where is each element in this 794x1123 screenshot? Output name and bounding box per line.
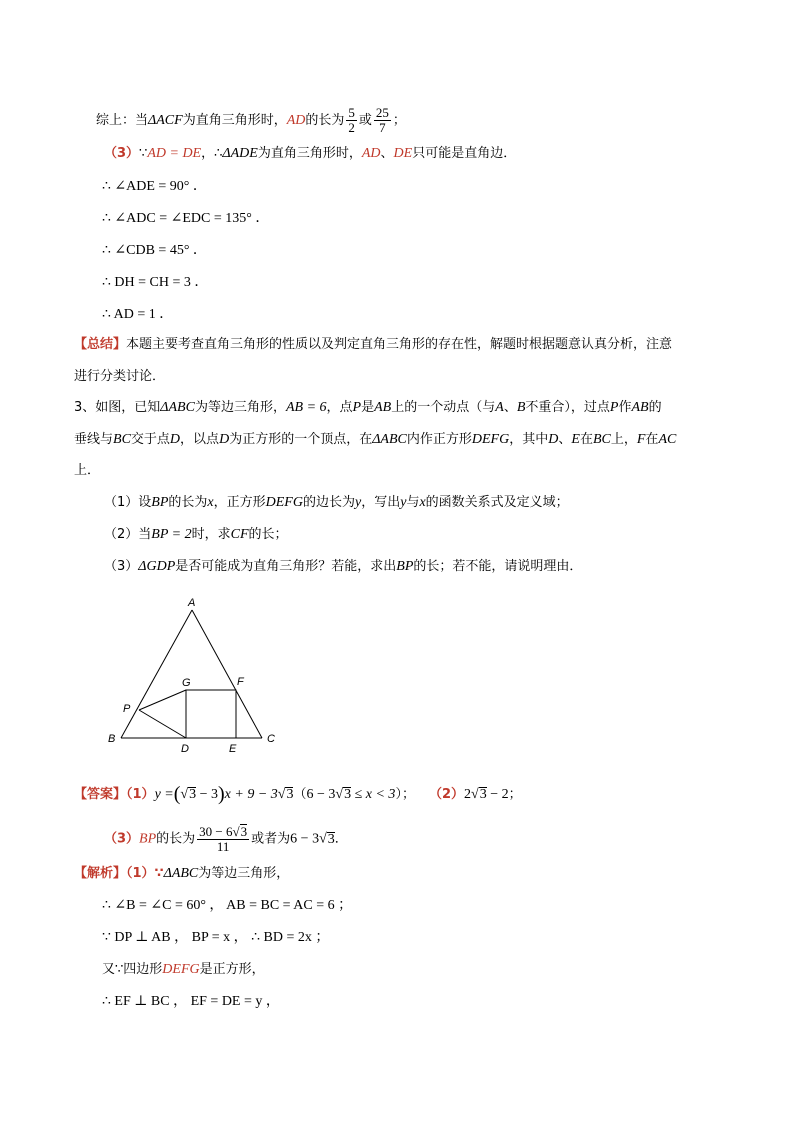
segment-ad: AD [286, 113, 306, 128]
conclusion-line-1: 【总结】本题主要考查直角三角形的性质以及判定直角三角形的存在性，解题时根据题意认真分析，注意 [74, 337, 673, 352]
triangle-ade: ΔADE [222, 146, 258, 161]
answer-line-2: （3）BP的长为 $\frac{30 - 6√3}{11}$ 或者为6 − 3√3． [104, 824, 348, 854]
label-c: C [267, 733, 275, 745]
step-4: ∴ DH = CH = 3 ． [102, 275, 209, 290]
analysis-line-1: 【解析】（1）∵ΔABC为等边三角形， [74, 866, 290, 881]
fraction-answer: $\frac{30 - 6√3}{11}$ [199, 824, 248, 854]
summary-line: 综上：当ΔACF为直角三角形时，AD的长为 $\frac{5}{2}$ 或 $\frac{25}{7}$ ； [96, 105, 406, 135]
conclusion-line-2: 进行分类讨论． [74, 369, 166, 384]
step-5: ∴ AD = 1 ． [102, 307, 174, 322]
problem3-line-1: 3、如图，已知ΔABC为等边三角形，AB = 6，点P是AB上的一个动点（与A、B不重合），过点P作AB的 [74, 400, 662, 415]
analysis-step-3: 又∵四边形DEFG是正方形， [102, 962, 265, 977]
analysis-step-4: ∴ EF ⊥ BC ， EF = DE = y ， [102, 994, 280, 1009]
label-e: E [229, 743, 237, 755]
summary-mid: 为直角三角形时， [182, 113, 287, 128]
problem3-line-2: 垂线与BC交于点D，以点D为正方形的一个顶点，在ΔABC内作正方形DEFG，其中D、E在BC上，F在AC [74, 432, 677, 447]
segment-pd [139, 710, 186, 738]
question-1: （1）设BP的长为x，正方形DEFG的边长为y，写出y与x的函数关系式及定义域； [104, 495, 569, 510]
square-defg [186, 690, 236, 738]
summary-prefix: 综上：当 [96, 113, 149, 128]
ad-eq-de: AD = DE [147, 146, 202, 161]
part3-line: （3）∵AD = DE，∴ΔADE为直角三角形时，AD、DE只可能是直角边． [104, 146, 517, 161]
side-ac [192, 610, 262, 738]
summary-mid2: 的长为 [305, 113, 345, 128]
side-ab [121, 610, 192, 738]
geometry-figure [100, 590, 290, 760]
fraction-5-2: $\frac{5}{2}$ [348, 105, 355, 135]
analysis-step-2: ∵ DP ⊥ AB ， BP = x ， ∴ BD = 2x ； [102, 930, 330, 945]
label-g: G [182, 677, 191, 689]
label-d: D [181, 743, 189, 755]
label-b: B [108, 733, 116, 745]
conclusion-tag: 【总结】 [74, 337, 127, 352]
question-3: （3）ΔGDP是否可能成为直角三角形？若能，求出BP的长；若不能，请说明理由． [104, 559, 583, 574]
summary-or: 或 [358, 113, 372, 128]
triangle-acf: ΔACF [148, 113, 183, 128]
step-3: ∴ ∠CDB = 45° ． [102, 243, 207, 258]
label-a: A [188, 597, 196, 609]
step-1: ∴ ∠ADE = 90° ． [102, 179, 207, 194]
step-2: ∴ ∠ADC = ∠EDC = 135° ． [102, 211, 270, 226]
answer-line-1: 【答案】（1）y =(√3 − 3)x + 9 − 3√3（6 − 3√3 ≤ x < 3）； （2）2√3 − 2； [74, 783, 522, 805]
label-f: F [237, 676, 244, 688]
fraction-25-7: $\frac{25}{7}$ [375, 105, 389, 135]
analysis-tag: 【解析】 [74, 866, 127, 881]
answer-tag: 【答案】 [74, 787, 127, 802]
label-p: P [123, 703, 131, 715]
problem3-line-3: 上． [74, 463, 101, 478]
analysis-step-1: ∴ ∠B = ∠C = 60° ， AB = BC = AC = 6 ； [102, 898, 353, 913]
part3-label: （3） [104, 146, 140, 161]
question-2: （2）当BP = 2时，求CF的长； [104, 527, 288, 542]
